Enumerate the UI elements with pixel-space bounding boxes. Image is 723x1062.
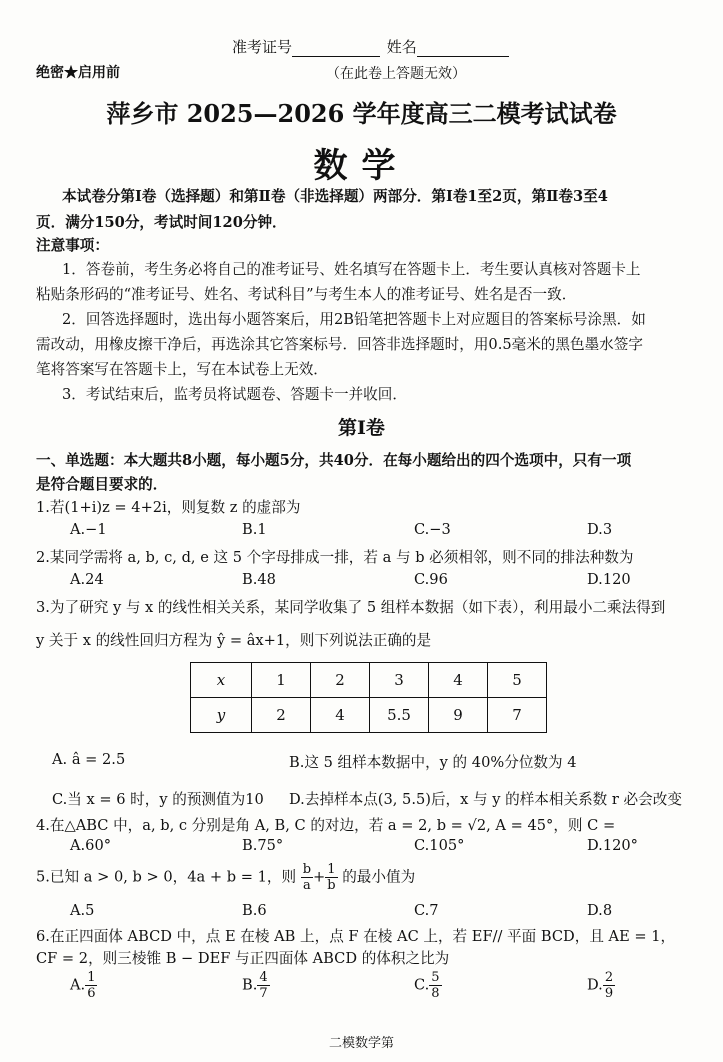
q5-option-c: C.7 — [414, 902, 439, 919]
q5-stem-pre: 5.已知 a > 0, b > 0，4a + b = 1，则 — [36, 868, 297, 886]
q6-option-b-label: B. — [242, 976, 258, 994]
intro-line-2: 页．满分150分，考试时间120分钟． — [36, 214, 287, 231]
q6-option-c — [414, 970, 442, 1001]
q2-option-b: B.48 — [242, 571, 276, 588]
name-blank — [417, 42, 509, 57]
section-heading-line-1: 一、单选题：本大题共8小题，每小题5分，共40分．在每小题给出的四个选项中，只有一项 — [36, 452, 632, 469]
q5-frac1-num: b — [302, 862, 312, 877]
q4-stem: 4.在△ABC 中，a, b, c 分别是角 A, B, C 的对边，若 a = 2, b = √2, A = 45°，则 C = — [36, 817, 616, 834]
q2-stem: 2.某同学需将 a, b, c, d, e 这 5 个字母排成一排，若 a 与 b 必须相邻，则不同的排法种数为 — [36, 549, 634, 566]
q3-option-a: A. â = 2.5 — [52, 751, 126, 768]
exam-id-label: 准考证号 — [232, 38, 293, 56]
exam-title: 萍乡市 2025—2026 学年度高三二模考试试卷 — [106, 99, 617, 128]
q1-option-b: B.1 — [242, 521, 267, 538]
q5-option-a: A.5 — [70, 902, 95, 919]
q1-option-d: D.3 — [587, 521, 613, 538]
table-cell: 9 — [429, 698, 488, 733]
table-cell: y — [191, 698, 252, 733]
table-cell: 2 — [311, 663, 370, 698]
subject-title: 数学 — [313, 146, 410, 186]
q3-stem-line-1: 3.为了研究 y 与 x 的线性相关关系，某同学收集了 5 组样本数据（如下表），利用最小二乘法得到 — [36, 599, 666, 616]
q2-option-a: A.24 — [70, 571, 104, 588]
q6-option-c-label: C. — [414, 976, 430, 994]
q3-data-table — [190, 662, 547, 733]
q5-fraction-1 — [301, 862, 313, 893]
q6-option-d-label: D. — [587, 976, 603, 994]
invalid-note: （在此卷上答题无效） — [326, 66, 466, 82]
q5-frac1-den: a — [302, 878, 311, 893]
q4-option-d: D.120° — [587, 837, 638, 854]
q5-frac2-num: 1 — [327, 862, 336, 877]
q3-option-d: D.去掉样本点(3, 5.5)后，x 与 y 的样本相关系数 r 必会改变 — [289, 791, 682, 808]
q6-option-a-label: A. — [70, 976, 86, 994]
q5-option-b: B.6 — [242, 902, 267, 919]
q6-option-b-num: 4 — [259, 970, 268, 985]
notice-line-6: 3．考试结束后，监考员将试题卷、答题卡一并收回． — [62, 386, 407, 403]
exam-id-blank — [292, 42, 380, 57]
secret-label: 绝密★启用前 — [36, 65, 120, 81]
table-cell: 7 — [488, 698, 547, 733]
q6-stem-line-1: 6.在正四面体 ABCD 中，点 E 在棱 AB 上，点 F 在棱 AC 上，若 EF// 平面 BCD，且 AE = 1， — [36, 928, 676, 945]
name-label: 姓名 — [386, 38, 417, 56]
q5-plus: + — [313, 868, 326, 886]
page-footer: 二模数学第 — [328, 1036, 394, 1051]
q6-option-d-den: 9 — [604, 986, 614, 1001]
notice-line-4: 需改动，用橡皮擦干净后，再选涂其它答案标号．回答非选择题时，用0.5毫米的黑色墨水签字 — [36, 336, 643, 353]
notice-line-1: 1．答卷前，考生务必将自己的准考证号、姓名填写在答题卡上．考生要认真核对答题卡上 — [62, 261, 641, 278]
table-row — [191, 663, 547, 698]
q3-stem-line-2: y 关于 x 的线性回归方程为 ŷ = âx+1，则下列说法正确的是 — [36, 632, 432, 649]
q6-option-a-den: 6 — [87, 986, 96, 1001]
q4-option-b: B.75° — [242, 837, 284, 854]
q5-fraction-2 — [325, 862, 337, 893]
q6-stem-line-2: CF = 2，则三棱锥 B − DEF 与正四面体 ABCD 的体积之比为 — [36, 950, 450, 967]
section-heading-line-2: 是符合题目要求的． — [36, 476, 168, 493]
intro-line-1: 本试卷分第Ⅰ卷（选择题）和第Ⅱ卷（非选择题）两部分．第Ⅰ卷1至2页，第Ⅱ卷3至4 — [62, 188, 608, 205]
q6-option-a-num: 1 — [87, 970, 96, 985]
q6-option-c-fraction — [429, 970, 441, 1001]
q5-option-d: D.8 — [587, 902, 613, 919]
table-cell: 5 — [488, 663, 547, 698]
q6-option-d-fraction — [603, 970, 615, 1001]
part-title: 第Ⅰ卷 — [338, 417, 385, 439]
q6-option-a-fraction — [85, 970, 97, 1001]
notice-line-3: 2．回答选择题时，选出每小题答案后，用2B铅笔把答题卡上对应题目的答案标号涂黑．如 — [62, 311, 646, 328]
q2-option-d: D.120 — [587, 571, 631, 588]
q5-frac2-den: b — [327, 878, 336, 893]
table-cell: 1 — [252, 663, 311, 698]
table-cell: 2 — [252, 698, 311, 733]
q6-option-b — [242, 970, 270, 1001]
table-cell: 3 — [370, 663, 429, 698]
q6-option-c-num: 5 — [431, 970, 440, 985]
notice-title: 注意事项： — [36, 237, 109, 254]
q6-option-c-den: 8 — [431, 986, 440, 1001]
exam-id-field — [232, 36, 509, 57]
q6-option-d — [587, 970, 615, 1001]
q6-option-b-den: 7 — [259, 986, 268, 1001]
table-cell: 5.5 — [370, 698, 429, 733]
notice-line-5: 笔将答案写在答题卡上，写在本试卷上无效． — [36, 361, 328, 378]
q6-option-b-fraction — [257, 970, 269, 1001]
notice-line-2: 粘贴条形码的“准考证号、姓名、考试科目”与考生本人的准考证号、姓名是否一致． — [36, 286, 577, 303]
table-cell: 4 — [429, 663, 488, 698]
q3-option-b: B.这 5 组样本数据中，y 的 40%分位数为 4 — [289, 754, 577, 771]
table-cell: 4 — [311, 698, 370, 733]
q3-option-c: C.当 x = 6 时，y 的预测值为10 — [52, 791, 264, 808]
table-row — [191, 698, 547, 733]
q1-option-c: C.−3 — [414, 521, 451, 538]
q4-option-c: C.105° — [414, 837, 465, 854]
q5-stem-post: 的最小值为 — [342, 868, 416, 886]
table-cell: x — [191, 663, 252, 698]
q1-option-a: A.−1 — [70, 521, 107, 538]
q6-option-d-num: 2 — [604, 970, 614, 985]
q6-option-a — [70, 970, 97, 1001]
q1-stem: 1.若(1+i)z = 4+2i，则复数 z 的虚部为 — [36, 499, 301, 516]
q5-stem — [36, 862, 415, 893]
q2-option-c: C.96 — [414, 571, 448, 588]
q4-option-a: A.60° — [70, 837, 112, 854]
